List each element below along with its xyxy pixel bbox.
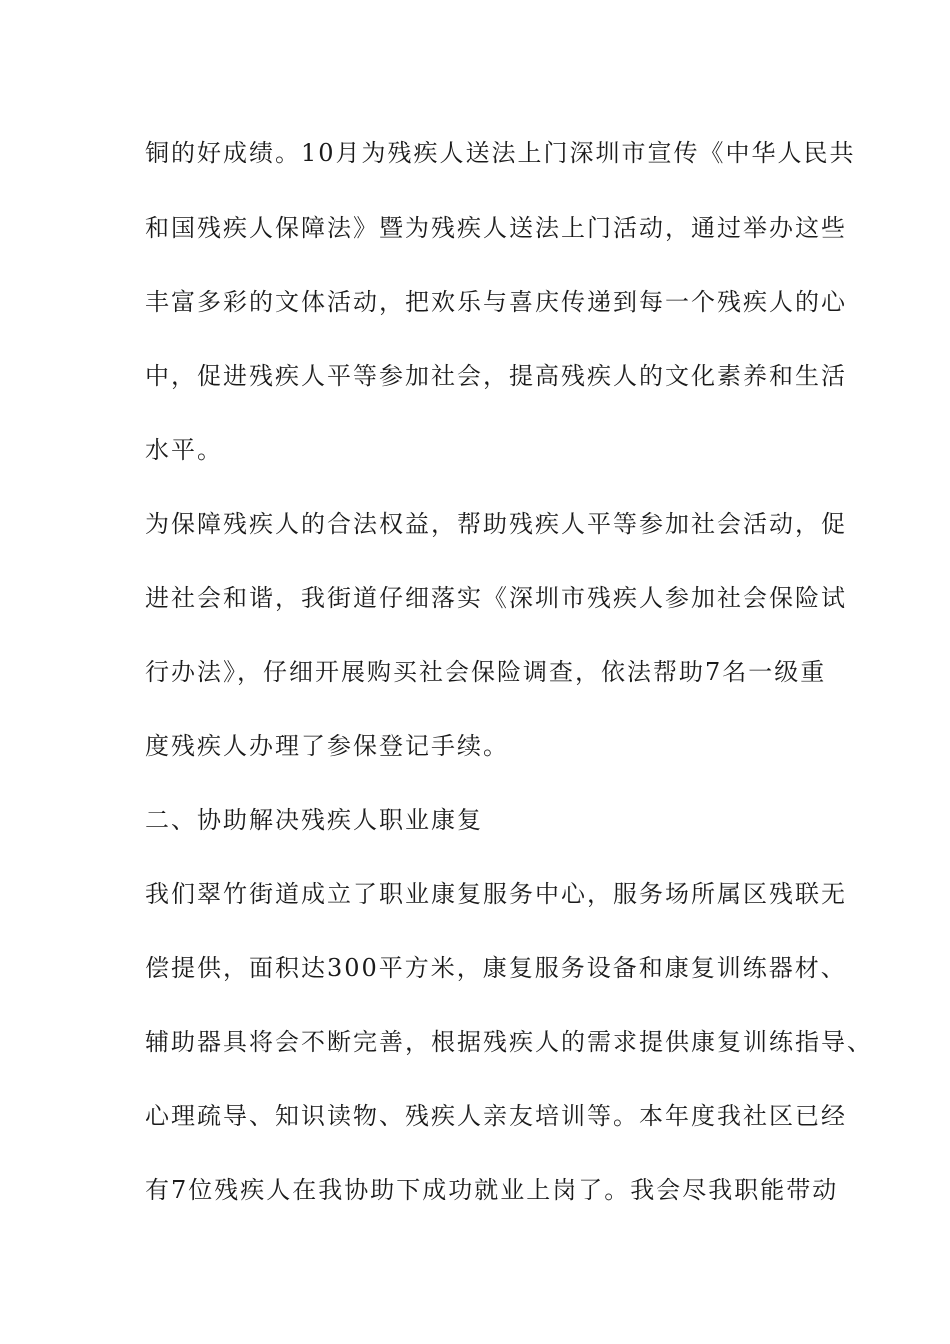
- text-line: 我们翠竹街道成立了职业康复服务中心，服务场所属区残联无: [145, 880, 847, 908]
- text-line: 心理疏导、知识读物、残疾人亲友培训等。本年度我社区已经: [145, 1102, 847, 1130]
- text-line: 辅助器具将会不断完善，根据残疾人的需求提供康复训练指导、: [145, 1028, 873, 1056]
- text-line: 进社会和谐，我街道仔细落实《深圳市残疾人参加社会保险试: [145, 584, 847, 612]
- text-line: 铜的好成绩。10月为残疾人送法上门深圳市宣传《中华人民共: [145, 139, 856, 167]
- text-line: 水平。: [145, 436, 223, 464]
- section-heading: 二、协助解决残疾人职业康复: [145, 806, 483, 834]
- text-line: 中，促进残疾人平等参加社会，提高残疾人的文化素养和生活: [145, 362, 847, 390]
- text-line: 行办法》，仔细开展购买社会保险调查，依法帮助7名一级重: [145, 658, 827, 686]
- text-line: 丰富多彩的文体活动，把欢乐与喜庆传递到每一个残疾人的心: [145, 288, 847, 316]
- text-line: 度残疾人办理了参保登记手续。: [145, 732, 509, 760]
- text-line: 为保障残疾人的合法权益，帮助残疾人平等参加社会活动，促: [145, 510, 847, 538]
- text-line: 偿提供，面积达300平方米，康复服务设备和康复训练器材、: [145, 954, 847, 982]
- text-line: 有7位残疾人在我协助下成功就业上岗了。我会尽我职能带动: [145, 1176, 839, 1204]
- text-line: 和国残疾人保障法》暨为残疾人送法上门活动，通过举办这些: [145, 214, 847, 242]
